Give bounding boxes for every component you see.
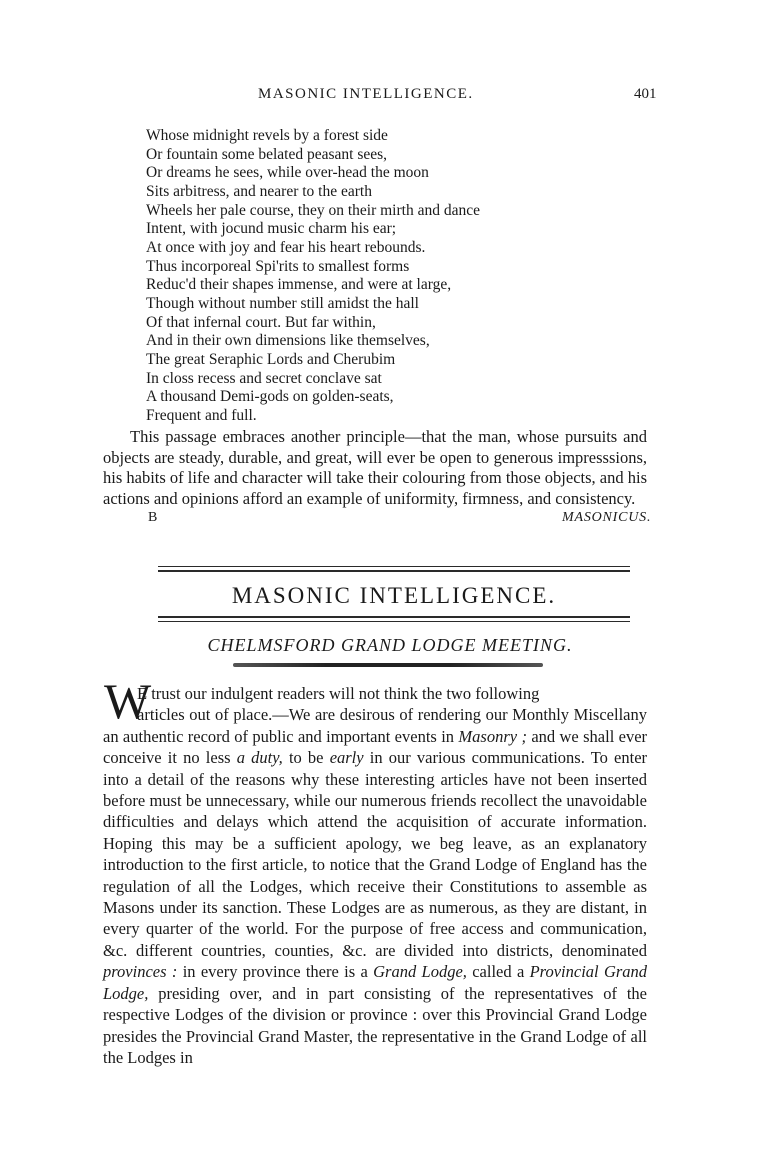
essay-paragraph: This passage embraces another principle—that the man, whose pursuits and objects are steady, durable, and great, will ever be open to generous impresssions, his habits of life and character will take their colouring from those objects, and his actions and opinions afford an example of uniformity, firmness, and consistency. [103, 427, 647, 508]
article-first-line: E trust our indulgent readers will not think the two following [137, 684, 540, 703]
article-emphasis: early [329, 748, 364, 768]
article-emphasis: Provincial Grand Lodge, [103, 962, 648, 1003]
section-rule [158, 616, 630, 618]
poem-line: Whose midnight revels by a forest side [146, 127, 388, 144]
section-rule [158, 570, 630, 572]
poem-line: Reduc'd their shapes immense, and were at large, [146, 276, 452, 294]
poem-line: Wheels her pale course, they on their mirth and dance [146, 201, 480, 219]
poem-line: Intent, with jocund music charm his ear; [146, 220, 397, 238]
article-text: in every province there is a [182, 962, 368, 982]
poem-line: Thus incorporeal Spi'rits to smallest forms [146, 257, 410, 275]
author-signature: MASONICUS. [562, 510, 652, 525]
article-emphasis: Grand Lodge, [373, 962, 467, 982]
poem-line: And in their own dimensions like themselves, [146, 332, 430, 350]
article-text: in our various communications. To enter into a detail of the reasons why these interesting articles have not been inserted before must be unnecessary, while our numerous friends recollect the unavoidable difficulties and delays which attend the acquisition of accurate information. Hoping this may be a sufficient apology, we beg leave, as an explanatory introduction to the first article, to notice that the Grand Lodge of England has the regulation of all the Lodges, which receive their Constitutions to assemble as Masons under its sanction. These Lodges are as numerous, as they are distant, in every quarter of the world. For the purpose of free access and communication, &c. different countries, counties, &c. are divided into districts, denominated [103, 748, 648, 960]
section-rule [158, 566, 630, 567]
drop-cap: W [104, 673, 152, 729]
article-body [103, 683, 647, 1068]
poem-line: Frequent and full. [146, 406, 257, 424]
signature-initial: B [148, 510, 158, 525]
article-emphasis: a duty, [236, 748, 283, 768]
section-rule [158, 621, 630, 622]
section-title: MASONIC INTELLIGENCE. [231, 583, 557, 608]
article-emphasis: Masonry ; [458, 726, 527, 746]
poem-line: In closs recess and secret conclave sat [146, 369, 382, 387]
article-emphasis: provinces : [103, 962, 178, 982]
article-text: called a [472, 962, 525, 982]
poem-line: Of that infernal court. But far within, [146, 313, 376, 331]
article-heading: CHELMSFORD GRAND LODGE MEETING. [207, 635, 573, 655]
page-number: 401 [634, 86, 657, 102]
article-text: presiding over, and in part consisting of the representatives of the respective Lodges of the division or province : over this Provincial Grand Lodge presides the Provincial Grand Master, the representative in the Grand Lodge of all the Lodges in [103, 983, 647, 1067]
poem-line: A thousand Demi-gods on golden-seats, [146, 388, 394, 406]
article-text: to be [288, 748, 324, 768]
poem-line: Or dreams he sees, while over-head the moon [146, 164, 429, 182]
poem-line: Or fountain some belated peasant sees, [146, 145, 388, 163]
running-head: MASONIC INTELLIGENCE. [258, 86, 474, 102]
ornamental-rule [233, 663, 543, 667]
poem-line: Though without number still amidst the hall [146, 294, 419, 312]
poem-line: Sits arbitress, and nearer to the earth [146, 182, 372, 200]
poem-quotation [146, 127, 566, 426]
poem-line: At once with joy and fear his heart rebounds. [146, 238, 426, 256]
article-text: articles out of place.—We are desirous of rendering our Monthly Miscellany an authentic record of public and important events in [103, 705, 647, 746]
article-text: and we shall ever conceive it no less [103, 726, 648, 768]
poem-line: The great Seraphic Lords and Cherubim [146, 350, 396, 368]
